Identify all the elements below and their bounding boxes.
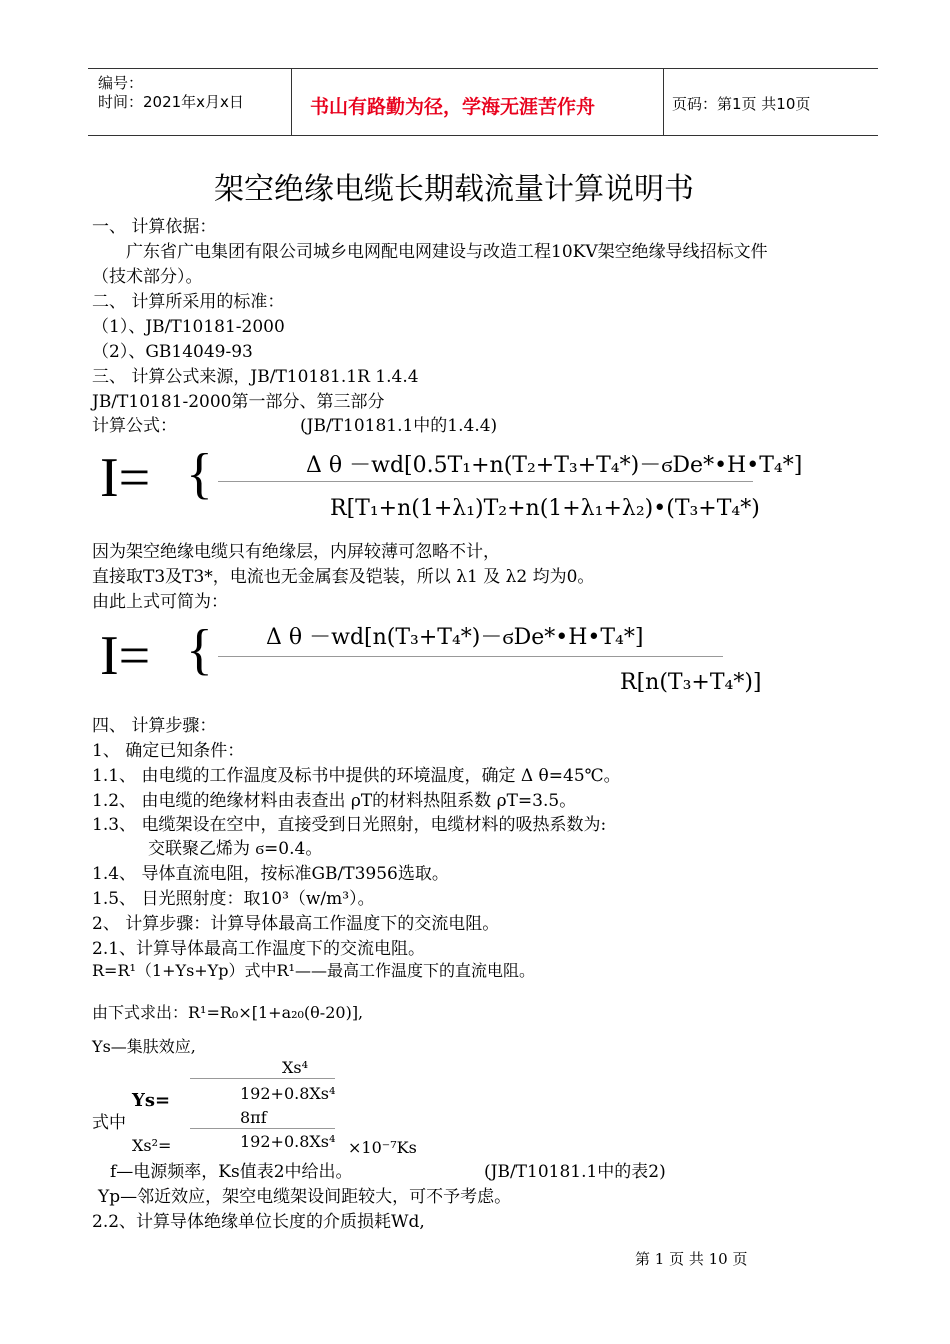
formula-1-fraction-bar bbox=[218, 481, 753, 482]
frequency-definition: f—电源频率，Ks值表2中给出。 bbox=[110, 1162, 353, 1182]
step-1-1: 1.1、 由电缆的工作温度及标书中提供的环境温度，确定 Δ θ=45℃。 bbox=[92, 766, 621, 786]
step-2-2: 2.2、计算导体绝缘单位长度的介质损耗Wd, bbox=[92, 1212, 425, 1232]
xs-numerator: 8πf bbox=[240, 1108, 267, 1127]
frequency-reference: (JB/T10181.1中的表2) bbox=[484, 1162, 666, 1182]
standard-1: （1）、JB/T10181-2000 bbox=[92, 317, 285, 337]
header-divider-right bbox=[663, 68, 664, 135]
step-2: 2、 计算步骤：计算导体最高工作温度下的交流电阻。 bbox=[92, 914, 500, 934]
standard-2: （2）、GB14049-93 bbox=[92, 342, 253, 362]
header-time-label: 时间：2021年x月x日 bbox=[98, 93, 244, 111]
dc-resistance-formula: 由下式求出：R¹=R₀×[1+a₂₀(θ-20)], bbox=[92, 1003, 364, 1022]
xs-denominator: 192+0.8Xs⁴ bbox=[240, 1132, 336, 1151]
xs-fraction-bar bbox=[190, 1128, 335, 1129]
ys-denominator: 192+0.8Xs⁴ bbox=[240, 1084, 336, 1103]
section-2-heading: 二、 计算所采用的标准： bbox=[92, 292, 285, 312]
formula-2-lhs: I= bbox=[100, 625, 151, 687]
header-top-rule bbox=[88, 68, 878, 69]
header-motto: 书山有路勤为径，学海无涯苦作舟 bbox=[310, 96, 596, 118]
footer-page-number: 第 1 页 共 10 页 bbox=[635, 1250, 748, 1268]
formula-2-denominator: R[n(T₃+T₄*)] bbox=[620, 670, 762, 695]
section-3-source: JB/T10181-2000第一部分、第三部分 bbox=[92, 392, 385, 412]
formula-reference: (JB/T10181.1中的1.4.4) bbox=[300, 416, 498, 436]
header-bottom-rule bbox=[88, 135, 878, 136]
formula-1-numerator: Δ θ －wd[0.5T₁+n(T₂+T₃+T₄*)－ϭDe*•H•T₄*] bbox=[306, 453, 803, 478]
section-1-body-b: （技术部分）。 bbox=[92, 267, 203, 287]
header-divider-left bbox=[291, 68, 292, 135]
yp-definition: Yp—邻近效应，架空电缆架设间距较大，可不予考虑。 bbox=[98, 1187, 512, 1207]
ys-fraction-bar bbox=[190, 1078, 335, 1079]
ys-lhs: Ys= bbox=[132, 1090, 171, 1111]
explanation-line-1: 因为架空绝缘电缆只有绝缘层，内屏较薄可忽略不计， bbox=[92, 542, 500, 562]
explanation-line-2: 直接取T3及T3*，电流也无金属套及铠装，所以 λ1 及 λ2 均为0。 bbox=[92, 567, 595, 587]
step-1: 1、 确定已知条件： bbox=[92, 741, 245, 761]
formula-2-fraction-bar bbox=[218, 656, 723, 657]
header-number-label: 编号： bbox=[98, 74, 144, 92]
explanation-line-3: 由此上式可简为： bbox=[92, 592, 228, 612]
step-1-3: 1.3、 电缆架设在空中，直接受到日光照射，电缆材料的吸热系数为: bbox=[92, 815, 607, 835]
formula-2-numerator: Δ θ －wd[n(T₃+T₄*)－ϭDe*•H•T₄*] bbox=[266, 625, 644, 650]
step-1-3-detail: 交联聚乙烯为 ϭ=0.4。 bbox=[148, 839, 323, 859]
formula-2-brace: { bbox=[186, 619, 213, 681]
ys-numerator: Xs⁴ bbox=[282, 1058, 309, 1077]
formula-label: 计算公式： bbox=[92, 416, 177, 436]
ys-definition: Ys—集肤效应, bbox=[92, 1037, 196, 1056]
xs-lhs: Xs²= bbox=[132, 1136, 172, 1155]
formula-1-denominator: R[T₁+n(1+λ₁)T₂+n(1+λ₁+λ₂)•(T₃+T₄*) bbox=[330, 496, 760, 521]
section-1-heading: 一、 计算依据： bbox=[92, 217, 217, 237]
section-3-heading: 三、 计算公式来源，JB/T10181.1R 1.4.4 bbox=[92, 367, 419, 387]
ac-resistance-formula: R=R¹（1+Ys+Yp）式中R¹——最高工作温度下的直流电阻。 bbox=[92, 961, 535, 980]
step-1-4: 1.4、 导体直流电阻，按标准GB/T3956选取。 bbox=[92, 864, 449, 884]
section-1-body-a: 广东省广电集团有限公司城乡电网配电网建设与改造工程10KV架空绝缘导线招标文件 bbox=[126, 242, 768, 262]
step-1-2: 1.2、 由电缆的绝缘材料由表查出 ρT的材料热阻系数 ρT=3.5。 bbox=[92, 791, 577, 811]
where-label: 式中 bbox=[92, 1113, 126, 1133]
section-4-heading: 四、 计算步骤： bbox=[92, 716, 217, 736]
document-title: 架空绝缘电缆长期载流量计算说明书 bbox=[214, 172, 694, 207]
xs-multiplier: ×10⁻⁷Ks bbox=[348, 1138, 417, 1157]
formula-1-brace: { bbox=[186, 443, 213, 505]
formula-1-lhs: I= bbox=[100, 447, 151, 509]
step-2-1: 2.1、计算导体最高工作温度下的交流电阻。 bbox=[92, 939, 426, 959]
header-page-label: 页码：第1页 共10页 bbox=[672, 95, 811, 113]
step-1-5: 1.5、 日光照射度：取10³（w/m³）。 bbox=[92, 889, 375, 909]
